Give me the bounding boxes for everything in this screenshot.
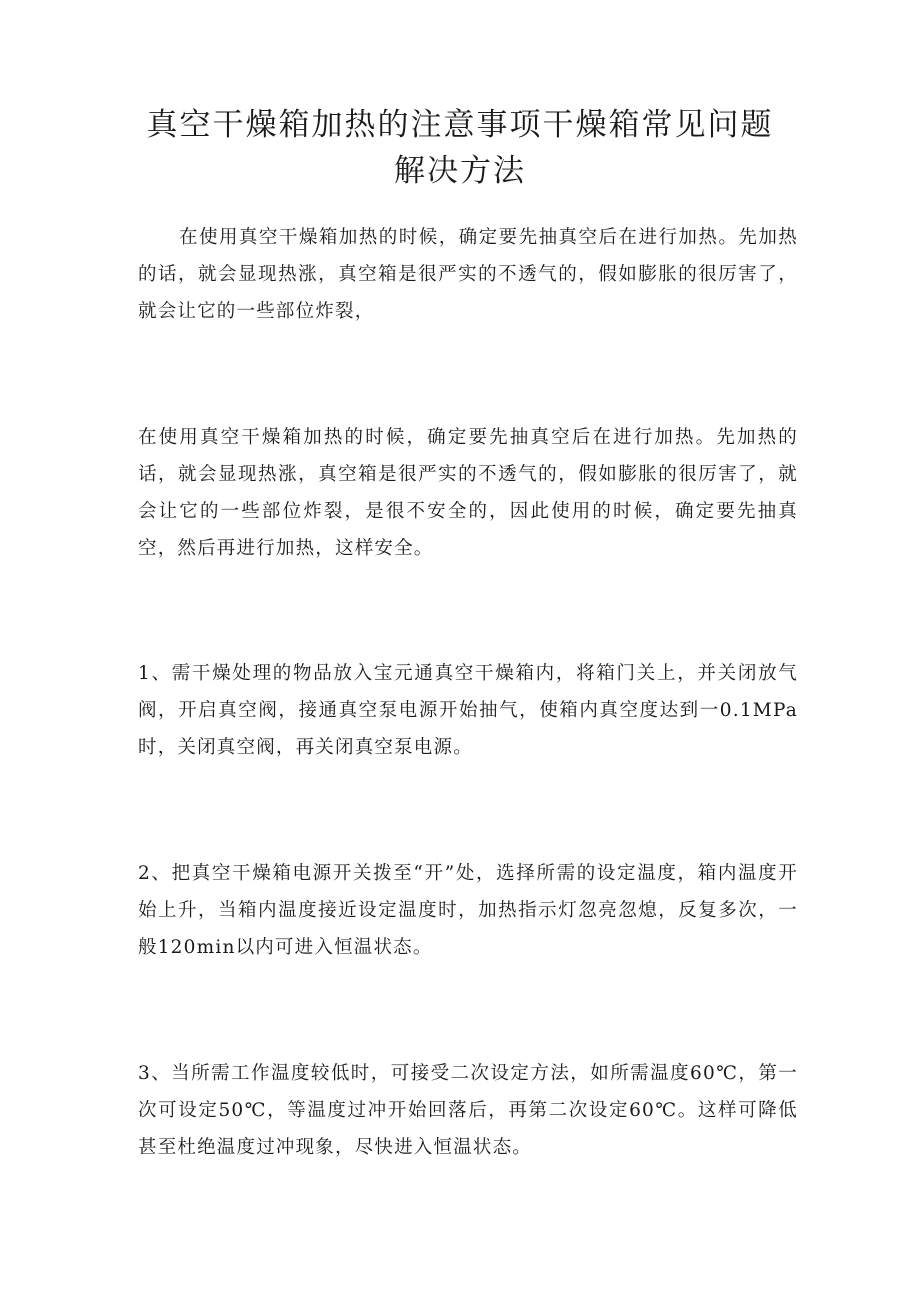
paragraph-step-2: 2、把真空干燥箱电源开关拨至“开”处，选择所需的设定温度，箱内温度开始上升，当箱内温度接近设定温度时，加热指示灯忽亮忽熄，反复多次，一般120min以内可进入恒温状态。 bbox=[138, 863, 798, 958]
title-line-1: 真空干燥箱加热的注意事项干燥箱常见问题 bbox=[146, 107, 774, 143]
paragraph-intro: 在使用真空干燥箱加热的时候，确定要先抽真空后在进行加热。先加热的话，就会显现热涨，真空箱是很严实的不透气的，假如膨胀的很厉害了，就会让它的一些部位炸裂， bbox=[138, 227, 798, 322]
title-line-2: 解决方法 bbox=[394, 153, 526, 189]
paragraph-step-3: 3、当所需工作温度较低时，可接受二次设定方法，如所需温度60℃，第一次可设定50℃，等温度过冲开始回落后，再第二次设定60℃。这样可降低甚至杜绝温度过冲现象，尽快进入恒温状态。 bbox=[138, 1063, 798, 1158]
document-title bbox=[130, 102, 790, 194]
paragraph-step-1: 1、需干燥处理的物品放入宝元通真空干燥箱内，将箱门关上，并关闭放气阀，开启真空阀，接通真空泵电源开始抽气，使箱内真空度达到一0.1MPa时，关闭真空阀，再关闭真空泵电源。 bbox=[138, 663, 798, 758]
paragraph-repeat: 在使用真空干燥箱加热的时候，确定要先抽真空后在进行加热。先加热的话，就会显现热涨，真空箱是很严实的不透气的，假如膨胀的很厉害了，就会让它的一些部位炸裂，是很不安全的，因此使用的时候，确定要先抽真空，然后再进行加热，这样安全。 bbox=[138, 427, 798, 559]
